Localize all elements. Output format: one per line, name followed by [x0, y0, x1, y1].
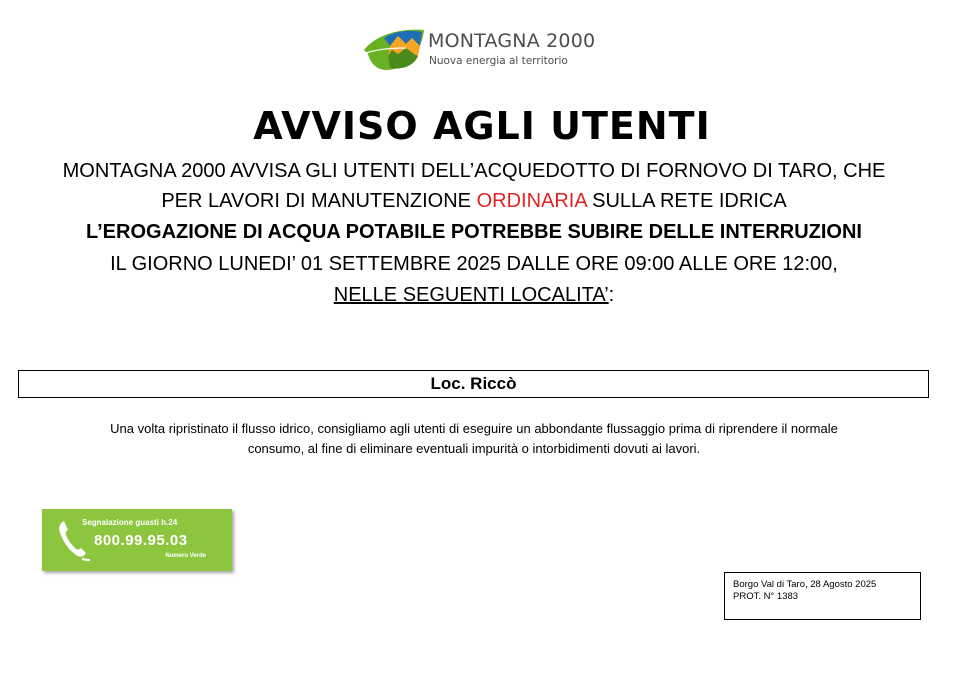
logo-name: MONTAGNA 2000: [428, 30, 596, 52]
mountain-leaf-logo-icon: [362, 26, 426, 74]
localities-heading: NELLE SEGUENTI LOCALITA’: [333, 284, 609, 306]
company-logo: [362, 26, 596, 74]
advice-note: [0, 419, 948, 459]
notice-line-5: [0, 284, 948, 307]
hotline-banner: [42, 509, 232, 571]
location-box: Loc. Riccò: [18, 370, 929, 398]
logo-tagline: Nuova energia al territorio: [429, 55, 568, 67]
localities-colon: :: [608, 284, 615, 306]
advice-note-line-1: Una volta ripristinato il flusso idrico, consigliamo agli utenti di eseguire un abbondante flussaggio prima di riprendere il normale: [110, 421, 838, 436]
hotline-caption: Numero Verde: [165, 553, 206, 559]
place-date: Borgo Val di Taro, 28 Agosto 2025: [733, 579, 877, 590]
notice-line-3: L’EROGAZIONE DI ACQUA POTABILE POTREBBE SUBIRE DELLE INTERRUZIONI: [86, 221, 862, 243]
notice-line-2-end: SULLA RETE IDRICA: [586, 190, 787, 212]
notice-line-2-start: PER LAVORI DI MANUTENZIONE: [161, 190, 477, 212]
notice-line-1: MONTAGNA 2000 AVVISA GLI UTENTI DELL’ACQUEDOTTO DI FORNOVO DI TARO, CHE: [62, 160, 886, 182]
hotline-label: Segnalazione guasti h.24: [82, 518, 178, 527]
maintenance-type-highlight: ORDINARIA: [476, 190, 587, 212]
notice-line-2: [0, 190, 948, 213]
advice-note-line-2: consumo, al fine di eliminare eventuali impurità o intorbidimenti dovuti ai lavori.: [247, 441, 701, 456]
notice-line-4: IL GIORNO LUNEDI’ 01 SETTEMBRE 2025 DALLE ORE 09:00 ALLE ORE 12:00,: [110, 253, 838, 275]
protocol-number: PROT. N° 1383: [733, 591, 799, 602]
date-protocol-box: [724, 572, 921, 620]
page-title: AVVISO AGLI UTENTI: [253, 104, 711, 148]
hotline-number: 800.99.95.03: [94, 532, 188, 549]
